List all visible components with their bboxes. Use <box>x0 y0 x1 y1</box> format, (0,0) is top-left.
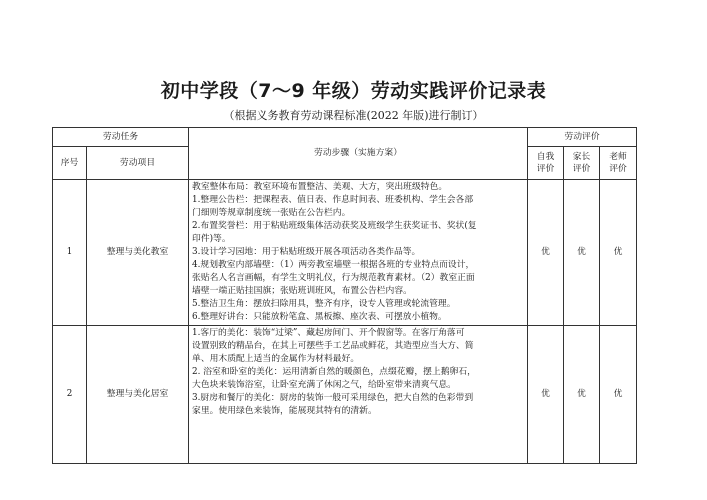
step-line: 设置别致的精品台，在其上可摆些手工艺品或鲜花，其造型应当大方、简 <box>192 341 474 351</box>
header-self-line: 自我 <box>536 152 555 162</box>
header-teacher-line: 评价 <box>609 164 627 174</box>
row-project: 整理与美化教室 <box>87 180 189 326</box>
step-line: 单、用木质配上适当的金属作为材料最好。 <box>192 354 360 364</box>
row-self-eval: 优 <box>528 180 564 326</box>
header-parent-eval <box>564 147 600 180</box>
row-parent-eval: 优 <box>564 326 600 464</box>
row-steps <box>189 326 528 464</box>
header-eval-group: 劳动评价 <box>528 128 637 147</box>
table-row <box>53 326 637 464</box>
row-steps <box>189 180 528 326</box>
row-number: 2 <box>53 326 87 464</box>
step-line: 5.整洁卫生角：摆放扫除用具，整齐有序，设专人管理或轮流管理。 <box>192 299 456 309</box>
header-row-1 <box>53 128 637 147</box>
row-number: 1 <box>53 180 87 326</box>
step-line: 家里。使用绿色来装饰，能展现其特有的清新。 <box>192 406 377 416</box>
table-row <box>53 180 637 326</box>
step-line: 1.整理公告栏：把课程表、值日表、作息时间表、班委机构、学生会各部 <box>192 195 474 205</box>
header-project: 劳动项目 <box>87 147 189 180</box>
header-steps: 劳动步骤（实施方案） <box>189 128 528 180</box>
step-line: 6.整理好讲台：只能放粉笔盒、黑板擦、座次表、可摆放小植物。 <box>192 312 447 322</box>
header-self-eval <box>528 147 564 180</box>
row-project: 整理与美化居室 <box>87 326 189 464</box>
step-line: 教室整体布局：教室环境布置整洁、美观、大方，突出班级特色。 <box>192 182 448 192</box>
step-line: 2.布置奖誉栏：用于粘贴班级集体活动获奖及班级学生获奖证书、奖状(复 <box>192 221 477 231</box>
header-self-line: 评价 <box>536 164 555 174</box>
step-line: 大色块来装饰浴室，让卧室充满了休闲之气，给卧室带来清爽气息。 <box>192 380 456 390</box>
header-teacher-line: 老师 <box>609 152 627 162</box>
page-title: 初中学段（7～9 年级）劳动实践评价记录表 <box>160 80 547 102</box>
step-line: 2. 浴室和卧室的美化：运用清新自然的暖颜色，点缀花瓣，摆上鹅卵石， <box>192 367 476 377</box>
row-teacher-eval: 优 <box>600 326 637 464</box>
header-teacher-eval <box>600 147 637 180</box>
header-task-group: 劳动任务 <box>53 128 189 147</box>
step-line: 3.厨房和餐厅的美化：厨房的装饰一般可采用绿色，把大自然的色彩带到 <box>192 393 474 403</box>
header-parent-line: 家长 <box>572 152 591 162</box>
step-line: 墙壁一端正贴挂国旗；张贴班训班风，布置公告栏内容。 <box>192 286 412 296</box>
header-no: 序号 <box>53 147 87 180</box>
step-line: 4.规划教室内部墙壁：（1）两旁教室墙壁一根据各班的专业特点而设计， <box>192 260 475 270</box>
evaluation-table <box>52 127 637 464</box>
step-line: 印件)等。 <box>192 234 231 244</box>
row-self-eval: 优 <box>528 326 564 464</box>
step-line: 门细则等规章制度统一张贴在公告栏内。 <box>192 208 351 218</box>
header-parent-line: 评价 <box>572 164 591 174</box>
page-subtitle: （根据义务教育劳动课程标准(2022 年版)进行制订） <box>223 109 484 122</box>
step-line: 1.客厅的美化：装饰“过梁”、藏起房间门、开个假窗等。在客厅角落可 <box>192 328 465 338</box>
row-parent-eval: 优 <box>564 180 600 326</box>
row-teacher-eval: 优 <box>600 180 637 326</box>
step-line: 张贴名人名言画幅，有学生文明礼仪，行为规范教育素材。（2）教室正面 <box>192 273 475 283</box>
step-line: 3.设计学习园地：用于粘贴班级开展各项活动各类作品等。 <box>192 247 421 257</box>
